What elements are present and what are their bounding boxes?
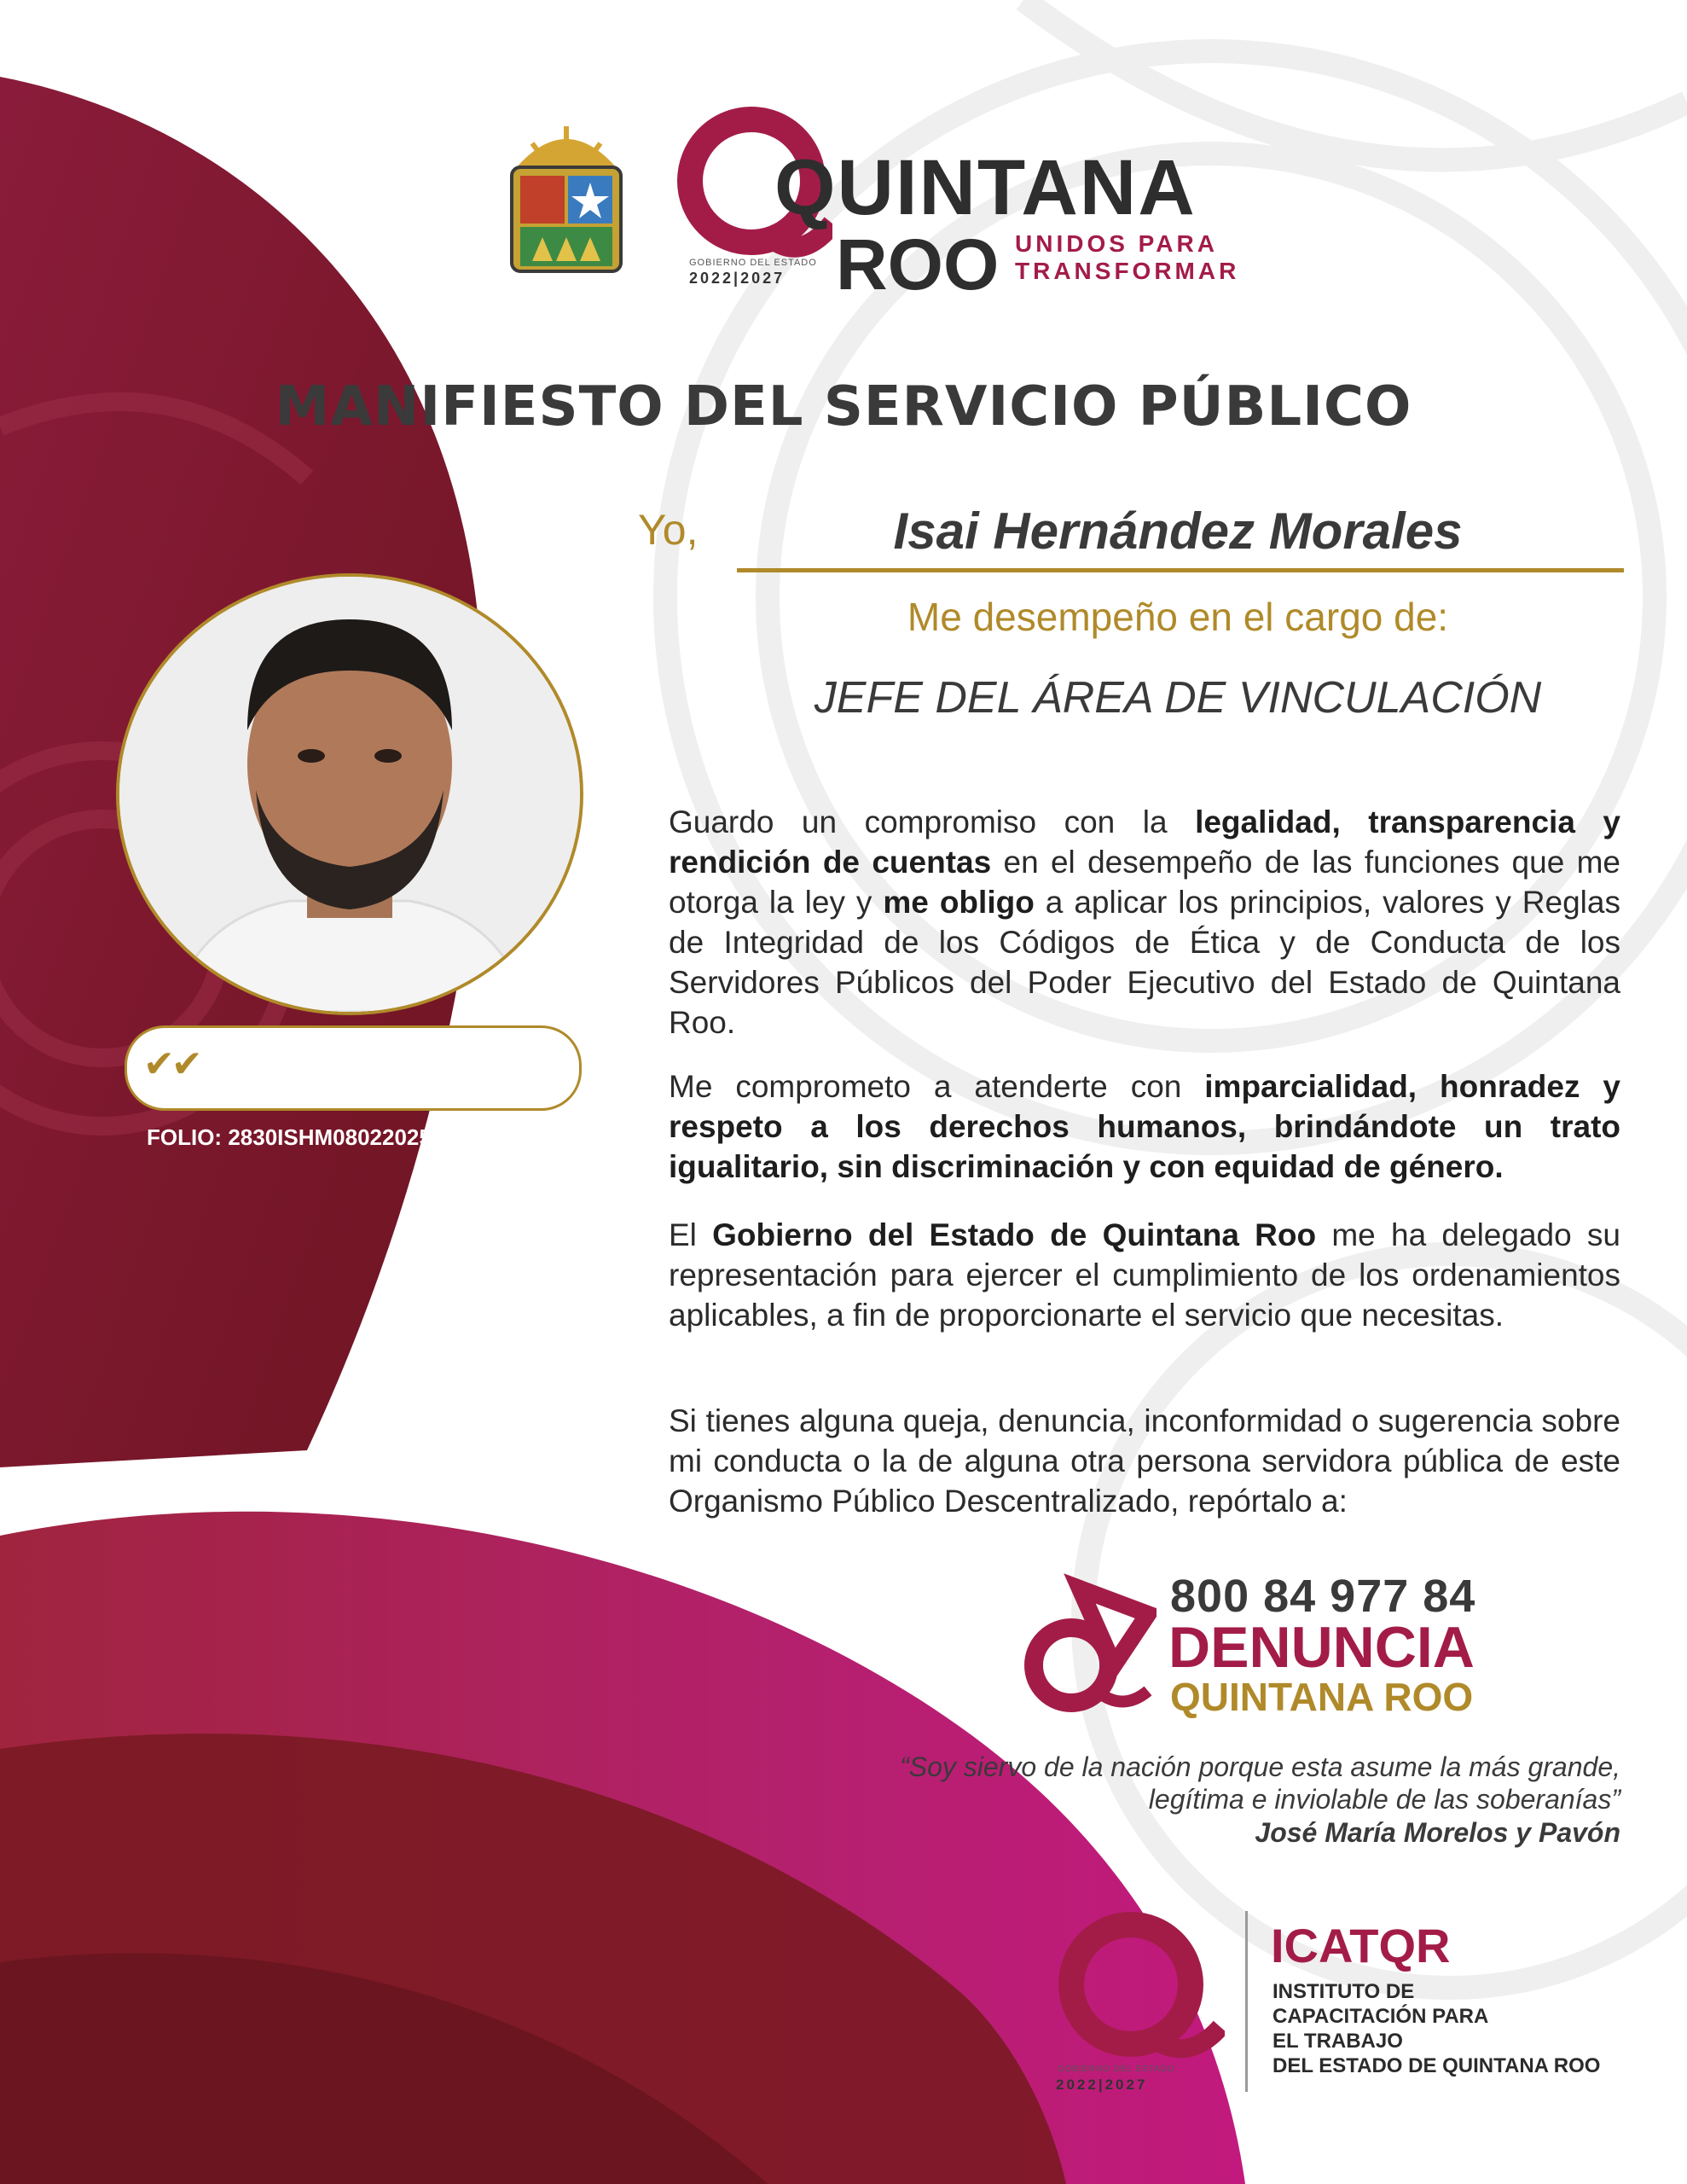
yo-label: Yo, <box>638 506 699 554</box>
folio-number: FOLIO: 2830ISHM08022025 <box>147 1124 432 1150</box>
name-underline <box>737 568 1624 572</box>
p1-text-a: Guardo un compromiso con la <box>669 804 1196 839</box>
p1-bold-b: legalidad, transparencia y rendición de cuentas <box>669 804 1620 880</box>
p3-text-a: El <box>669 1217 713 1252</box>
cargo-label: Me desempeño en el cargo de: <box>907 595 1449 639</box>
gov-years: 2022|2027 <box>689 270 786 287</box>
denuncia-phone[interactable]: 800 84 977 84 <box>1170 1571 1476 1622</box>
p1-text-e: a aplicar los principios, valores y Reglas de Integridad de los Códigos de Ética y de Conducta de los Servidores Públicos del Poder Ejecutivo del Estado de Quintana Roo. <box>669 885 1620 1040</box>
p1-text-c: en el desempeño de las funciones que me otorga la ley y <box>669 845 1621 920</box>
footer-gov-label: GOBIERNO DEL ESTADO <box>1058 2065 1175 2074</box>
denuncia-word: DENUNCIA <box>1168 1615 1475 1680</box>
brand-roo: ROO <box>836 224 1000 305</box>
footer-quintana-roo-icon <box>1046 1908 1225 2061</box>
footer-divider <box>1245 1911 1248 2092</box>
page-title: MANIFIESTO DEL SERVICIO PÚBLICO <box>275 375 1412 439</box>
denuncia-logo-icon <box>1020 1571 1157 1716</box>
paragraph-commitment <box>669 802 1620 1043</box>
p2-text-a: Me comprometo a atenderte con <box>669 1069 1205 1104</box>
quote-text: “Soy siervo de la nación porque esta asume la más grande, legítima e inviolable de las soberanías” <box>900 1751 1620 1815</box>
paragraph-report: Si tienes alguna queja, denuncia, inconformidad o sugerencia sobre mi conducta o la de alguna otra persona servidora pública de este Organismo Público Descentralizado, repórtalo a: <box>669 1403 1620 1519</box>
portrait-illustration <box>119 577 580 1012</box>
brand-quintana: QUINTANA <box>774 144 1197 231</box>
p2-bold-b: imparcialidad, honradez y respeto a los derechos humanos, brindándote un trato igualitario, sin discriminación y con equidad de género. <box>669 1069 1620 1184</box>
paragraph-attention <box>669 1066 1620 1187</box>
paragraph-government <box>669 1215 1620 1335</box>
icatqr-name <box>1272 1979 1600 2078</box>
cargo-title: JEFE DEL ÁREA DE VINCULACIÓN <box>814 673 1542 723</box>
person-name: Isai Hernández Morales <box>893 502 1463 560</box>
p3-text-c: me ha delegado su representación para ejercer el cumplimiento de los ordenamientos aplicables, a fin de proporcionarte el servicio que necesitas. <box>669 1217 1620 1333</box>
gov-label: GOBIERNO DEL ESTADO <box>689 258 817 268</box>
icatqr-name-line-2: CAPACITACIÓN PARA <box>1272 2005 1489 2028</box>
icatqr-name-line-4: DEL ESTADO DE QUINTANA ROO <box>1272 2054 1601 2077</box>
p1-bold-d: me obligo <box>883 885 1035 920</box>
icatqr-name-line-3: EL TRABAJO <box>1272 2030 1403 2053</box>
footer-gov-years: 2022|2027 <box>1056 2077 1148 2093</box>
slogan-line-1: UNIDOS PARA <box>1015 230 1218 257</box>
person-photo <box>116 573 583 1015</box>
check-icon: ✔✔ <box>143 1043 200 1085</box>
icatqr-acronym: ICATQR <box>1271 1919 1451 1972</box>
slogan-line-2: TRANSFORMAR <box>1015 258 1240 284</box>
denuncia-state: QUINTANA ROO <box>1170 1675 1474 1719</box>
coat-of-arms-icon <box>507 118 626 276</box>
quote-author: José María Morelos y Pavón <box>1255 1817 1620 1848</box>
brand-slogan <box>1015 230 1239 285</box>
p3-bold-b: Gobierno del Estado de Quintana Roo <box>712 1217 1317 1252</box>
icatqr-name-line-1: INSTITUTO DE <box>1272 1980 1415 2003</box>
